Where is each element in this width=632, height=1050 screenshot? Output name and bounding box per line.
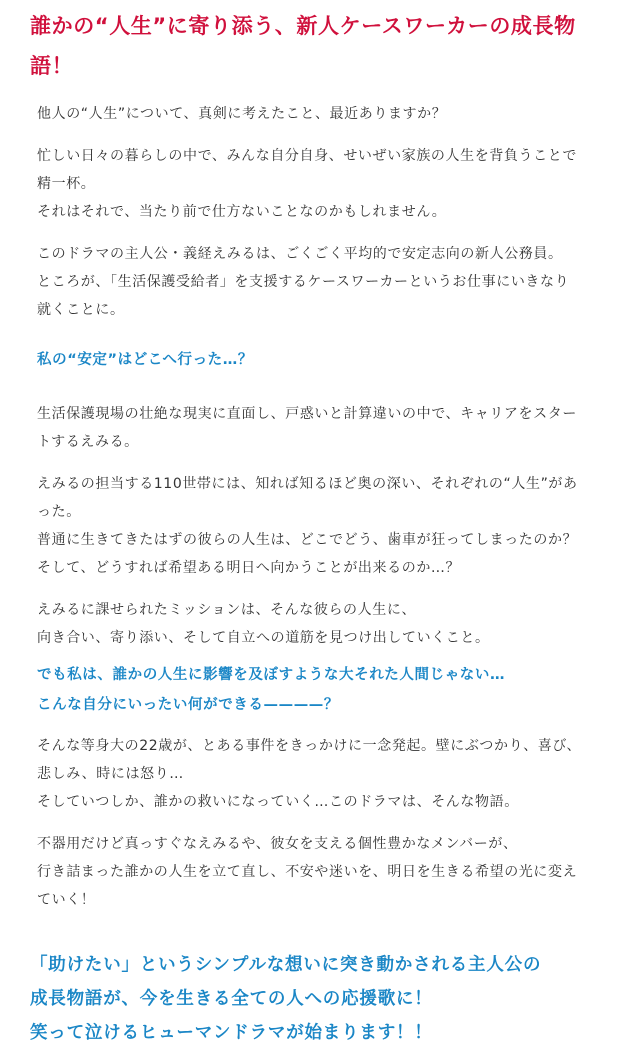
reality-paragraph bbox=[30, 400, 614, 456]
paragraph-line: 向き合い、寄り添い、そして自立への道筋を見つけ出していくこと。 bbox=[37, 630, 490, 646]
closing-statement bbox=[30, 948, 614, 1050]
paragraph-line: 悲しみ、時には怒り… bbox=[37, 766, 184, 782]
paragraph-line: 精一杯。 bbox=[37, 176, 96, 192]
paragraph-line: えみるの担当する110世帯には、知れば知るほど奥の深い、それぞれの“人生”があ bbox=[37, 476, 578, 492]
paragraph-line: そんな等身大の22歳が、とある事件をきっかけに一念発起。壁にぶつかり、喜び、 bbox=[37, 738, 582, 754]
closing-line: 「助けたい」というシンプルな想いに突き動かされる主人公の bbox=[30, 955, 542, 975]
intro-paragraph bbox=[30, 100, 614, 128]
paragraph-line: このドラマの主人公・義経えみるは、ごくごく平均的で安定志向の新人公務員。 bbox=[37, 246, 563, 262]
paragraph-line: 就くことに。 bbox=[37, 302, 125, 318]
highlight-line: こんな自分にいったい何ができる————？ bbox=[37, 697, 339, 713]
highlight-line: でも私は、誰かの人生に影響を及ぼすような大それた人間じゃない… bbox=[37, 667, 506, 683]
paragraph-line: 忙しい日々の暮らしの中で、みんな自分自身、せいぜい家族の人生を背負うことで bbox=[37, 148, 577, 164]
page-title bbox=[30, 6, 614, 86]
mission-paragraph bbox=[30, 596, 614, 652]
highlight-quote bbox=[30, 660, 614, 720]
paragraph-line: 生活保護現場の壮絶な現実に直面し、戸惑いと計算違いの中で、キャリアをスター bbox=[37, 406, 577, 422]
closing-line: 笑って泣けるヒューマンドラマが始まります！！ bbox=[30, 1023, 433, 1043]
protagonist-paragraph bbox=[30, 240, 614, 324]
paragraph-line: ところが、「生活保護受給者」を支援するケースワーカーというお仕事にいきなり bbox=[37, 274, 570, 290]
growth-paragraph bbox=[30, 732, 614, 816]
paragraph-line: そして、どうすれば希望ある明日へ向かうことが出来るのか…？ bbox=[37, 560, 461, 576]
title-line-2: 語！ bbox=[30, 54, 74, 78]
closing-line: 成長物語が、今を生きる全ての人への応援歌に！ bbox=[30, 989, 433, 1009]
paragraph-line: 行き詰まった誰かの人生を立て直し、不安や迷いを、明日を生きる希望の光に変え bbox=[37, 864, 578, 880]
title-line-1: 誰かの“人生”に寄り添う、新人ケースワーカーの成長物 bbox=[30, 14, 576, 38]
paragraph-line: ていく！ bbox=[37, 892, 96, 908]
paragraph-line: った。 bbox=[37, 504, 81, 520]
paragraph-line: 普通に生きてきたはずの彼らの人生は、どこでどう、歯車が狂ってしまったのか？ bbox=[37, 532, 578, 548]
paragraph-line: 他人の“人生”について、真剣に考えたこと、最近ありますか？ bbox=[37, 106, 447, 122]
households-paragraph bbox=[30, 470, 614, 582]
paragraph-line: それはそれで、当たり前で仕方ないことなのかもしれません。 bbox=[37, 204, 447, 220]
members-paragraph bbox=[30, 830, 614, 914]
paragraph-line: 不器用だけど真っすぐなえみるや、彼女を支える個性豊かなメンバーが、 bbox=[37, 836, 518, 852]
paragraph-line: えみるに課せられたミッションは、そんな彼らの人生に、 bbox=[37, 602, 417, 618]
paragraph-line: そしていつしか、誰かの救いになっていく…このドラマは、そんな物語。 bbox=[37, 794, 519, 810]
paragraph-line: トするえみる。 bbox=[37, 434, 139, 450]
section-subheading: 私の“安定”はどこへ行った…？ bbox=[37, 352, 253, 368]
daily-life-paragraph bbox=[30, 142, 614, 226]
